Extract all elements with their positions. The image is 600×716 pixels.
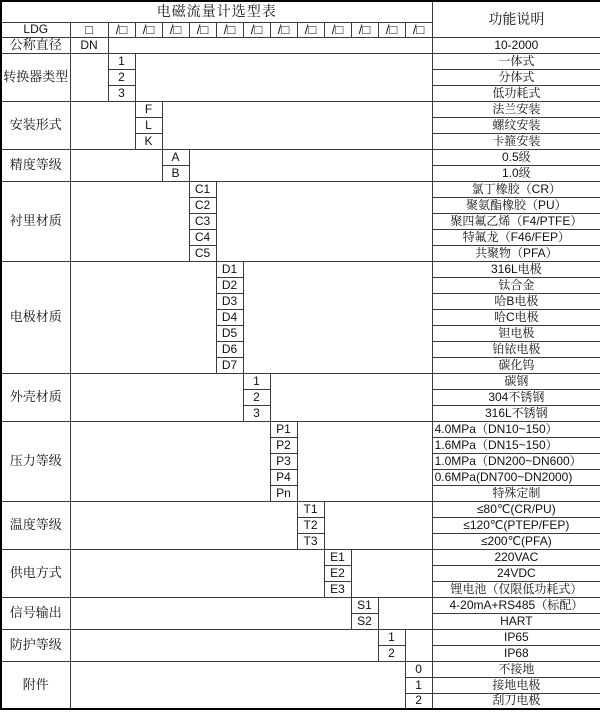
desc-cell: 304不锈钢 bbox=[432, 389, 600, 405]
desc-cell: ≤120℃(PTEP/FEP) bbox=[432, 517, 600, 533]
code-cell: D5 bbox=[216, 325, 243, 341]
title-row bbox=[1, 1, 600, 22]
category-cell: 压力等级 bbox=[1, 421, 70, 501]
desc-cell: 铂铱电极 bbox=[432, 341, 600, 357]
code-cell: DN bbox=[70, 37, 108, 53]
left-filler-cell bbox=[70, 661, 405, 709]
desc-cell: 哈C电极 bbox=[432, 309, 600, 325]
model-code-box: /□ bbox=[216, 22, 243, 37]
left-filler-cell bbox=[70, 597, 351, 629]
table-row bbox=[1, 549, 600, 565]
model-code-box: /□ bbox=[270, 22, 297, 37]
left-filler-cell bbox=[70, 149, 162, 181]
category-cell: 外壳材质 bbox=[1, 373, 70, 421]
desc-cell: ≤80℃(CR/PU) bbox=[432, 501, 600, 517]
right-filler-cell bbox=[189, 149, 432, 181]
code-cell: T3 bbox=[297, 533, 324, 549]
left-filler-cell bbox=[70, 101, 135, 149]
code-cell: E2 bbox=[324, 565, 351, 581]
right-filler-cell bbox=[270, 373, 432, 421]
left-filler-cell bbox=[70, 181, 189, 261]
desc-cell: IP65 bbox=[432, 629, 600, 645]
desc-cell: 钛合金 bbox=[432, 277, 600, 293]
code-cell: E3 bbox=[324, 581, 351, 597]
category-cell: 电极材质 bbox=[1, 261, 70, 373]
code-cell: P3 bbox=[270, 453, 297, 469]
model-code-box: /□ bbox=[189, 22, 216, 37]
code-cell: D2 bbox=[216, 277, 243, 293]
desc-cell: 4-20mA+RS485（标配） bbox=[432, 597, 600, 613]
left-filler-cell bbox=[70, 549, 324, 597]
code-cell: 2 bbox=[243, 389, 270, 405]
category-cell: 防护等级 bbox=[1, 629, 70, 661]
right-filler-cell bbox=[243, 261, 432, 373]
table-row bbox=[1, 181, 600, 197]
code-cell: C4 bbox=[189, 229, 216, 245]
model-code-box: /□ bbox=[162, 22, 189, 37]
right-filler-cell bbox=[405, 629, 432, 661]
desc-cell: IP68 bbox=[432, 645, 600, 661]
code-cell: 2 bbox=[108, 69, 135, 85]
code-cell: 0 bbox=[405, 661, 432, 677]
desc-cell: 卡箍安装 bbox=[432, 133, 600, 149]
table-row bbox=[1, 37, 600, 53]
desc-cell: 法兰安装 bbox=[432, 101, 600, 117]
code-cell: T2 bbox=[297, 517, 324, 533]
right-filler-cell bbox=[108, 37, 432, 53]
table-row bbox=[1, 101, 600, 117]
category-cell: 供电方式 bbox=[1, 549, 70, 597]
right-filler-cell bbox=[162, 101, 432, 149]
model-code-box: /□ bbox=[378, 22, 405, 37]
code-cell: K bbox=[135, 133, 162, 149]
right-filler-cell bbox=[135, 53, 432, 101]
right-filler-cell bbox=[378, 597, 432, 629]
model-code-box: /□ bbox=[351, 22, 378, 37]
code-cell: 3 bbox=[243, 405, 270, 421]
code-cell: 2 bbox=[405, 693, 432, 709]
table-title: 电磁流量计选型表 bbox=[1, 1, 432, 22]
table-row bbox=[1, 629, 600, 645]
table-row bbox=[1, 53, 600, 69]
code-cell: D4 bbox=[216, 309, 243, 325]
code-cell: F bbox=[135, 101, 162, 117]
code-cell: C1 bbox=[189, 181, 216, 197]
right-filler-cell bbox=[216, 181, 432, 261]
desc-cell: 氯丁橡胶（CR） bbox=[432, 181, 600, 197]
category-cell: 转换器类型 bbox=[1, 53, 70, 101]
desc-cell: 0.5级 bbox=[432, 149, 600, 165]
left-filler-cell bbox=[70, 501, 297, 549]
code-cell: B bbox=[162, 165, 189, 181]
right-filler-cell bbox=[351, 549, 432, 597]
code-cell: T1 bbox=[297, 501, 324, 517]
model-code-box: /□ bbox=[108, 22, 135, 37]
model-prefix-cell: LDG bbox=[1, 22, 70, 37]
desc-cell: 24VDC bbox=[432, 565, 600, 581]
code-cell: S2 bbox=[351, 613, 378, 629]
desc-cell: 接地电极 bbox=[432, 677, 600, 693]
category-cell: 精度等级 bbox=[1, 149, 70, 181]
code-cell: D6 bbox=[216, 341, 243, 357]
desc-cell: 10-2000 bbox=[432, 37, 600, 53]
code-cell: 1 bbox=[378, 629, 405, 645]
left-filler-cell bbox=[70, 629, 378, 661]
desc-cell: 316L不锈钢 bbox=[432, 405, 600, 421]
desc-cell: 碳化钨 bbox=[432, 357, 600, 373]
left-filler-cell bbox=[70, 261, 216, 373]
desc-cell: 分体式 bbox=[432, 69, 600, 85]
desc-cell: 特氟龙（F46/FEP） bbox=[432, 229, 600, 245]
code-cell: C2 bbox=[189, 197, 216, 213]
desc-cell: 1.0MPa（DN200~DN600） bbox=[432, 453, 600, 469]
table-row bbox=[1, 373, 600, 389]
category-cell: 衬里材质 bbox=[1, 181, 70, 261]
model-code-box: /□ bbox=[297, 22, 324, 37]
code-cell: P4 bbox=[270, 469, 297, 485]
category-cell: 温度等级 bbox=[1, 501, 70, 549]
right-filler-cell bbox=[297, 421, 432, 501]
desc-cell: 不接地 bbox=[432, 661, 600, 677]
code-cell: 1 bbox=[108, 53, 135, 69]
code-cell: C3 bbox=[189, 213, 216, 229]
model-code-box: /□ bbox=[135, 22, 162, 37]
code-cell: 3 bbox=[108, 85, 135, 101]
desc-cell: 一体式 bbox=[432, 53, 600, 69]
desc-cell: 共聚物（PFA） bbox=[432, 245, 600, 261]
desc-cell: ≤200℃(PFA) bbox=[432, 533, 600, 549]
desc-cell: 刮刀电极 bbox=[432, 693, 600, 709]
category-cell: 安装形式 bbox=[1, 101, 70, 149]
desc-cell: 220VAC bbox=[432, 549, 600, 565]
table-row bbox=[1, 261, 600, 277]
left-filler-cell bbox=[70, 421, 270, 501]
category-cell: 公称直径 bbox=[1, 37, 70, 53]
left-filler-cell bbox=[70, 373, 243, 421]
desc-cell: 聚四氟乙烯（F4/PTFE） bbox=[432, 213, 600, 229]
desc-cell: 钽电极 bbox=[432, 325, 600, 341]
desc-cell: 4.0MPa（DN10~150） bbox=[432, 421, 600, 437]
code-cell: D1 bbox=[216, 261, 243, 277]
desc-cell: 1.6MPa（DN15~150） bbox=[432, 437, 600, 453]
desc-cell: 特殊定制 bbox=[432, 485, 600, 501]
desc-cell: 0.6MPa(DN700~DN2000) bbox=[432, 469, 600, 485]
code-cell: Pn bbox=[270, 485, 297, 501]
code-cell: S1 bbox=[351, 597, 378, 613]
category-cell: 信号输出 bbox=[1, 597, 70, 629]
code-cell: 1 bbox=[243, 373, 270, 389]
code-cell: P2 bbox=[270, 437, 297, 453]
table-row bbox=[1, 149, 600, 165]
desc-cell: 哈B电极 bbox=[432, 293, 600, 309]
model-code-box: /□ bbox=[405, 22, 432, 37]
desc-cell: 锂电池（仅限低功耗式） bbox=[432, 581, 600, 597]
code-cell: D7 bbox=[216, 357, 243, 373]
code-cell: C5 bbox=[189, 245, 216, 261]
desc-cell: 碳钢 bbox=[432, 373, 600, 389]
model-code-box: /□ bbox=[324, 22, 351, 37]
desc-cell: 低功耗式 bbox=[432, 85, 600, 101]
code-cell: D3 bbox=[216, 293, 243, 309]
code-cell: L bbox=[135, 117, 162, 133]
right-filler-cell bbox=[324, 501, 432, 549]
left-filler-cell bbox=[70, 53, 108, 101]
selection-table-body bbox=[1, 1, 600, 709]
model-code-box: /□ bbox=[243, 22, 270, 37]
desc-column-header: 功能说明 bbox=[432, 1, 600, 37]
code-cell: P1 bbox=[270, 421, 297, 437]
code-cell: A bbox=[162, 149, 189, 165]
desc-cell: 螺纹安装 bbox=[432, 117, 600, 133]
table-row bbox=[1, 661, 600, 677]
table-row bbox=[1, 421, 600, 437]
desc-cell: HART bbox=[432, 613, 600, 629]
table-row bbox=[1, 597, 600, 613]
code-cell: 2 bbox=[378, 645, 405, 661]
desc-cell: 聚氨酯橡胶（PU） bbox=[432, 197, 600, 213]
category-cell: 附件 bbox=[1, 661, 70, 709]
code-cell: E1 bbox=[324, 549, 351, 565]
table-row bbox=[1, 501, 600, 517]
model-code-box: □ bbox=[70, 22, 108, 37]
code-cell: 1 bbox=[405, 677, 432, 693]
desc-cell: 316L电极 bbox=[432, 261, 600, 277]
desc-cell: 1.0级 bbox=[432, 165, 600, 181]
